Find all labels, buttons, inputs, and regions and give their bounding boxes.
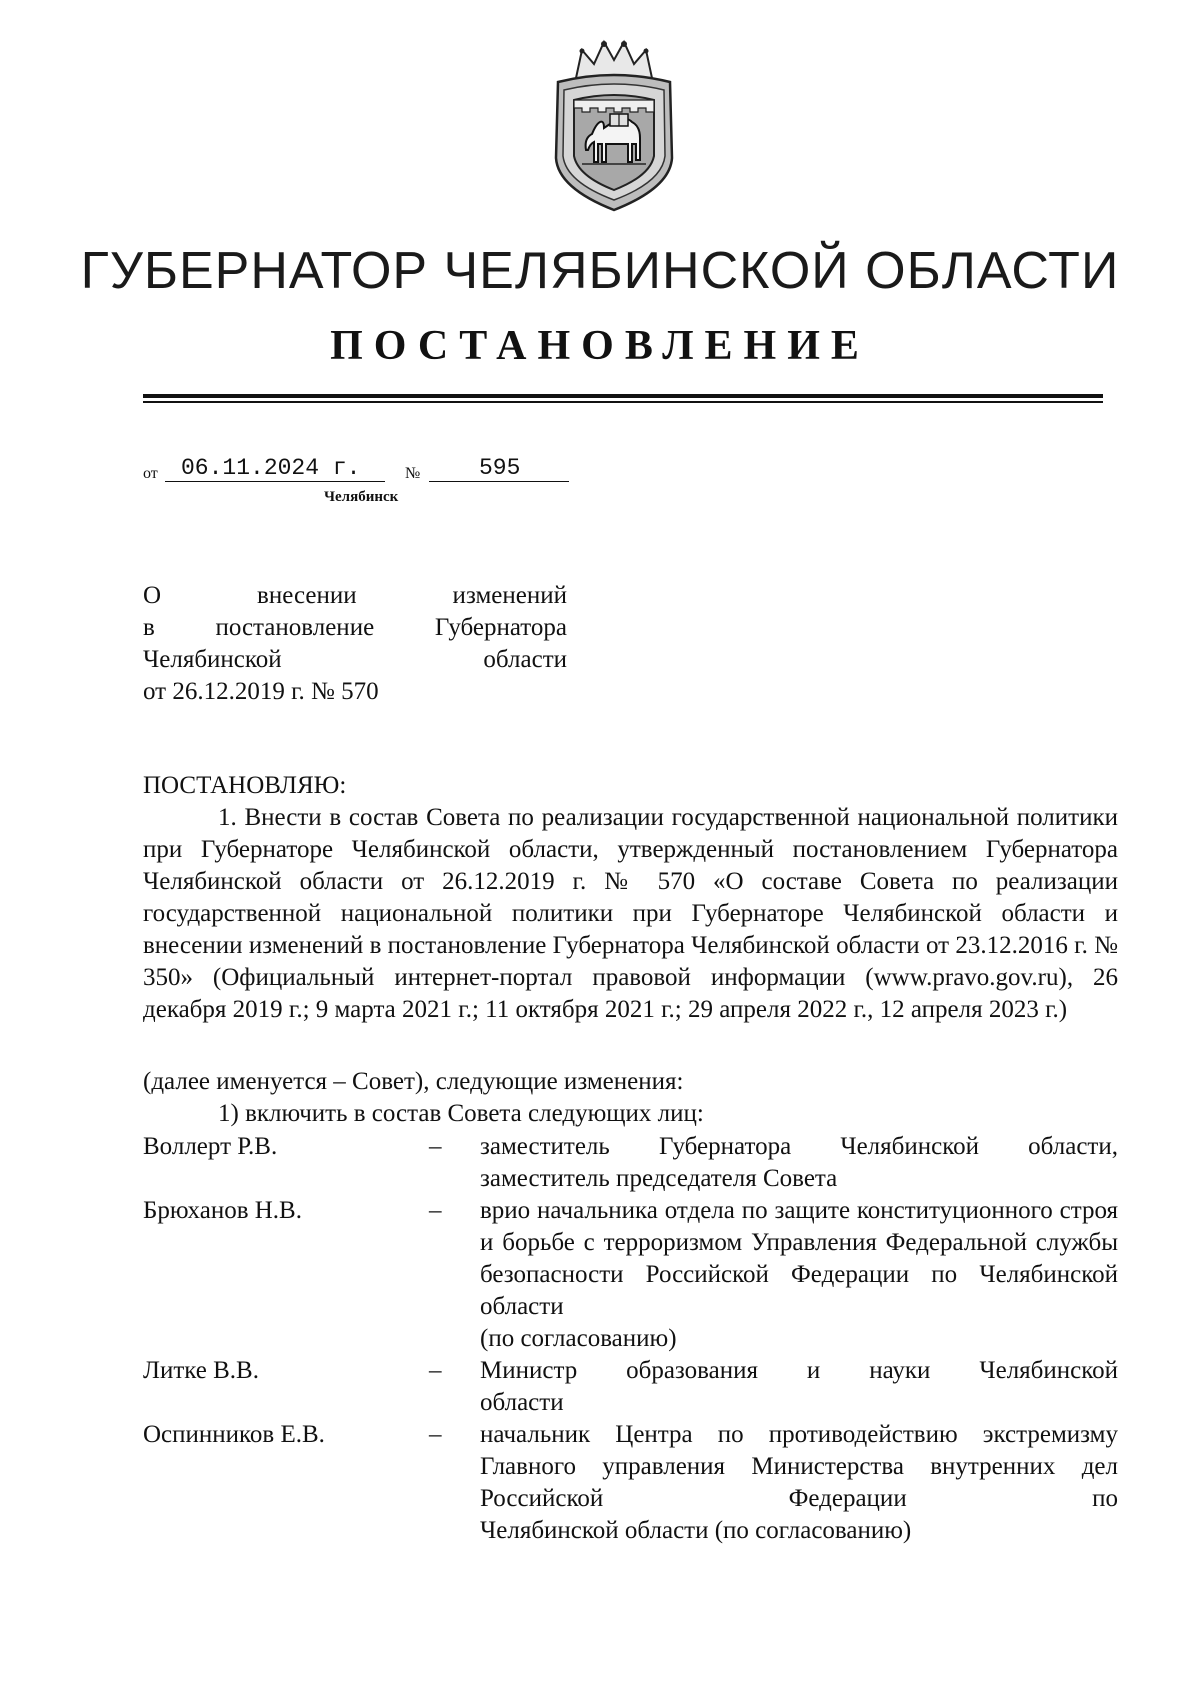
member-row [143, 1419, 1118, 1547]
number-prefix: № [405, 465, 421, 482]
member-row [143, 1355, 1118, 1419]
member-dash: – [429, 1133, 442, 1160]
member-dash: – [429, 1197, 442, 1224]
subject-line: от 26.12.2019 г. № 570 [143, 678, 379, 705]
document-number: 595 [429, 455, 569, 482]
paragraph-1 [143, 802, 1118, 1026]
member-name: Воллерт Р.В. [143, 1133, 278, 1160]
header-rule-thin [143, 401, 1103, 403]
member-role-text: врио начальника отдела по защите конституционного строя и борьбе с терроризмом Управления Федеральной службы безопасности Российской Федерации по Челябинской области [480, 1197, 1118, 1320]
member-row [143, 1131, 1118, 1195]
subitem-1: 1) включить в состав Совета следующих лиц: [218, 1100, 704, 1127]
member-role-last: Челябинской области (по согласованию) [480, 1517, 912, 1544]
organization-title: ГУБЕРНАТОР ЧЕЛЯБИНСКОЙ ОБЛАСТИ [80, 242, 1120, 300]
member-list [143, 1131, 1118, 1547]
coat-of-arms-emblem [548, 38, 680, 213]
paragraph-1-text: 1. Внести в состав Совета по реализации государственной национальной политики при Губернаторе Челябинской области, утвержденный постановлением Губернатора Челябинской области от 26.12.2019 г. № 570 «О составе Совета по реализации государственной национальной политики при Губернаторе Челябинской области и внесении изменений в постановление Губернатора Челябинской области от 23.12.2016 г. № 350» (Официальный интернет-портал правовой информации (www.pravo.gov.ru), 26 декабря 2019 г.; 9 марта 2021 г.; 11 октября 2021 г.; 29 апреля 2022 г., 12 апреля 2023 г.) [143, 804, 1118, 1023]
city-label: Челябинск [324, 489, 399, 505]
header-rule-thick [143, 394, 1103, 398]
date-prefix: от [143, 465, 158, 482]
member-name: Оспинников Е.В. [143, 1421, 325, 1448]
document-type: ПОСТАНОВЛЕНИЕ [330, 323, 870, 369]
member-row [143, 1195, 1118, 1355]
member-role-last: заместитель председателя Совета [480, 1165, 838, 1192]
member-role-text: начальник Центра по противодействию экстремизму Главного управления Министерства внутренних дел Российской Федерации по [480, 1421, 1118, 1512]
member-role [480, 1419, 1118, 1547]
paragraph-1-tail: (далее именуется – Совет), следующие изменения: [143, 1068, 684, 1095]
member-role-last: области [480, 1389, 564, 1416]
member-role [480, 1195, 1118, 1355]
member-name: Литке В.В. [143, 1357, 259, 1384]
subject-line: Челябинской области [143, 646, 567, 673]
member-role-text: Министр образования и науки Челябинской [480, 1357, 1118, 1384]
member-dash: – [429, 1357, 442, 1384]
document-subject [143, 580, 567, 708]
subject-line: в постановление Губернатора [143, 614, 567, 641]
member-role [480, 1131, 1118, 1195]
member-dash: – [429, 1421, 442, 1448]
member-role-last: (по согласованию) [480, 1325, 677, 1352]
subject-line: О внесении изменений [143, 582, 567, 609]
member-role [480, 1355, 1118, 1419]
decree-heading: ПОСТАНОВЛЯЮ: [143, 772, 347, 799]
document-date: 06.11.2024 г. [165, 455, 385, 482]
member-role-text: заместитель Губернатора Челябинской области, [480, 1133, 1118, 1160]
member-name: Брюханов Н.В. [143, 1197, 302, 1224]
